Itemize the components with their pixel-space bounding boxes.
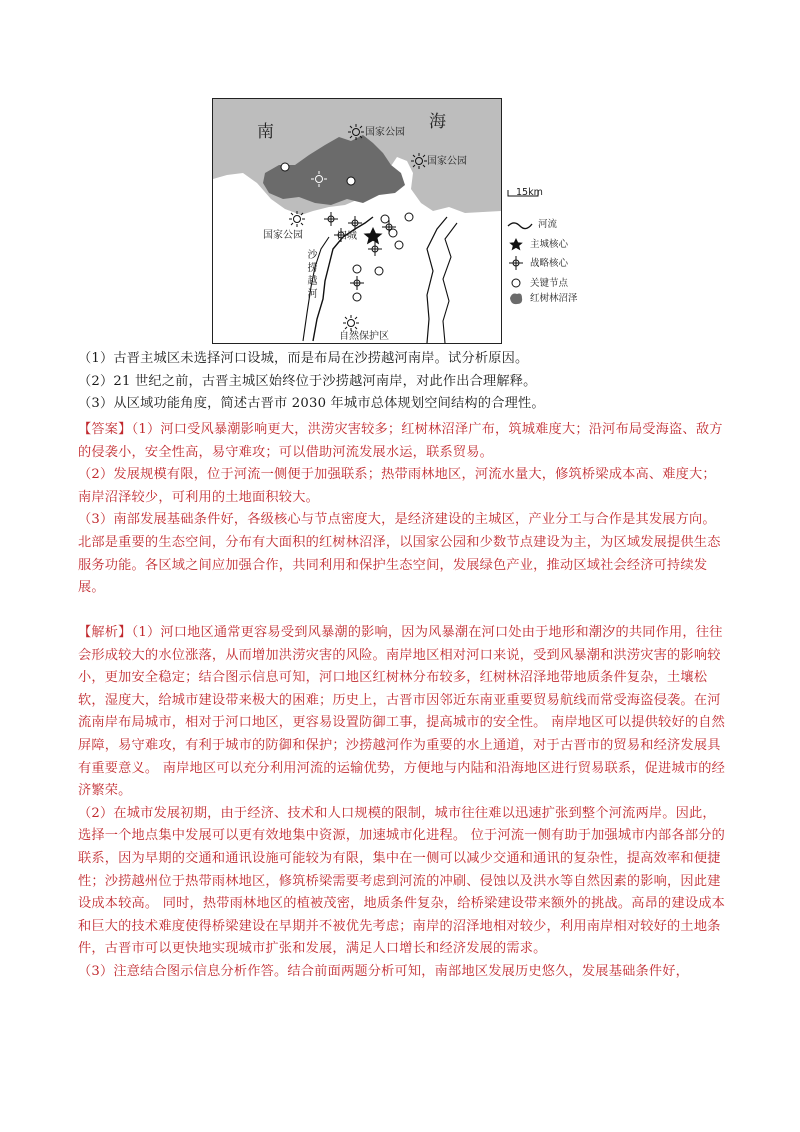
map-label-hai: 海	[429, 112, 446, 132]
analysis-part-3: （3）注意结合图示信息分析作答。结合前面两题分析可知，南部地区发展历史悠久，发展基础条件好，	[78, 963, 690, 979]
legend-river-label: 河流	[538, 219, 558, 230]
answer-block	[78, 419, 726, 600]
map-label-old-town: 旧城	[337, 231, 357, 242]
analysis-part-2: （2）在城市发展初期，由于经济、技术和人口规模的限制，城市往往难以迅速扩张到整个河流两岸。因此，选择一个地点集中发展可以更有效地集中资源，加速城市化进程。 位于河流一侧有助于加强城市内部各部分的联系，因为早期的交通和通讯设施可能较为有限，集中在一侧可以减少交通和通讯的复杂性，提高效率和便捷性；沙捞越州位于热带雨林地区，修筑桥梁需要考虑到河流的冲刷、侵蚀以及洪水等自然因素的影响，因此建设成本较高。 同时，热带雨林地区的植被茂密，地质条件复杂，给桥梁建设带来额外的挑战。高昂的建设成本和巨大的技术难度使得桥梁建设在早期并不被优先考虑；南岸的沼泽地相对较少，利用南岸相对较好的土地条件，古晋市可以更快地实现城市扩张和发展，满足人口增长和经济发展的需求。	[78, 805, 725, 957]
map-label-park-3: 国家公园	[263, 230, 303, 241]
sun-icon-reserve	[343, 315, 359, 331]
map-label-park-2: 国家公园	[427, 156, 467, 167]
river-branch-east2	[443, 223, 457, 343]
answer-part-3: （3）南部发展基础条件好，各级核心与节点密度大，是经济建设的主城区，产业分工与合作是其发展方向。北部是重要的生态空间，分布有大面积的红树林沼泽，以国家公园和少数节点建设为主，为区域发展提供生态服务功能。各区域之间应加强合作，共同利用和保护生态空间，发展绿色产业，推动区域社会经济可持续发展。	[78, 512, 721, 596]
answer-part-2: （2）发展规模有限，位于河流一侧便于加强联系；热带雨林地区，河流水量大，修筑桥梁成本高、难度大；南岸沼泽较少，可利用的土地面积较大。	[78, 467, 716, 505]
question-1: （1）古晋主城区未选择河口设城，而是布局在沙捞越河南岸。试分析原因。	[78, 351, 529, 366]
answer-part-1	[78, 419, 726, 464]
legend-key-node-label: 关键节点	[530, 278, 569, 289]
analysis-part-1-text: （1）河口地区通常更容易受到风暴潮的影响，因为风暴潮在河口处由于地形和潮汐的共同作用，往往会形成较大的水位涨落，从而增加洪涝灾害的风险。南岸地区相对河口来说，受到风暴潮和洪涝灾害的影响较小，更加安全稳定；结合图示信息可知，河口地区红树林分布较多，红树林沼泽地带地质条件复杂，土壤松软，湿度大，给城市建设带来极大的困难；历史上，古晋市因邻近东南亚重要贸易航线而常受海盗侵袭。在河流南岸布局城市，相对于河口地区，更容易设置防御工事，提高城市的安全性。 南岸地区可以提供较好的自然屏障，易守难攻，有利于城市的防御和保护；沙捞越河作为重要的水上通道，对于古晋市的贸易和经济发展具有重要意义。 南岸地区可以充分利用河流的运输优势，方便地与内陆和沿海地区进行贸易联系，促进城市的经济繁荣。	[78, 625, 725, 799]
map-label-reserve: 自然保护区	[339, 331, 389, 342]
map-label-park-1: 国家公园	[365, 127, 405, 138]
blob-icon	[510, 294, 522, 305]
analysis-tag: 【解析】	[78, 625, 132, 640]
star-icon	[509, 238, 523, 250]
circle-icon	[512, 279, 520, 287]
main-core-star-icon	[364, 227, 383, 244]
sun-icon-park-3	[289, 211, 305, 227]
legend-mangrove-label: 红树林沼泽	[530, 293, 578, 304]
map-label-river: 沙捞越河	[305, 249, 316, 301]
map-label-nan: 南	[257, 122, 274, 142]
question-2: （2）21 世纪之前，古晋主城区始终位于沙捞越河南岸，对此作出合理解释。	[78, 373, 537, 389]
answer-tag: 【答案】	[78, 422, 132, 437]
answer-part-1-text: （1）河口受风暴潮影响更大，洪涝灾害较多；红树林沼泽广布，筑城难度大；沿河布局受海盗、敌方的侵袭小，安全性高，易守难攻；可以借助河流发展水运，联系贸易。	[78, 422, 723, 460]
river-branch-east	[427, 217, 447, 343]
map-legend	[506, 186, 626, 316]
kuching-planning-map	[212, 98, 502, 344]
cross-circle-icon	[509, 256, 523, 270]
strategic-core-icons	[324, 212, 396, 290]
legend-main-core-label: 主城核心	[530, 239, 569, 250]
legend-scale-label: 15km	[516, 187, 543, 198]
river-line-icon	[508, 223, 532, 229]
analysis-block	[78, 622, 726, 984]
analysis-part-1	[78, 622, 726, 803]
questions-block	[78, 348, 726, 416]
legend-strategic-core-label: 战略核心	[530, 258, 569, 269]
question-3: （3）从区域功能角度，简述古晋市 2030 年城市总体规划空间结构的合理性。	[78, 396, 545, 412]
